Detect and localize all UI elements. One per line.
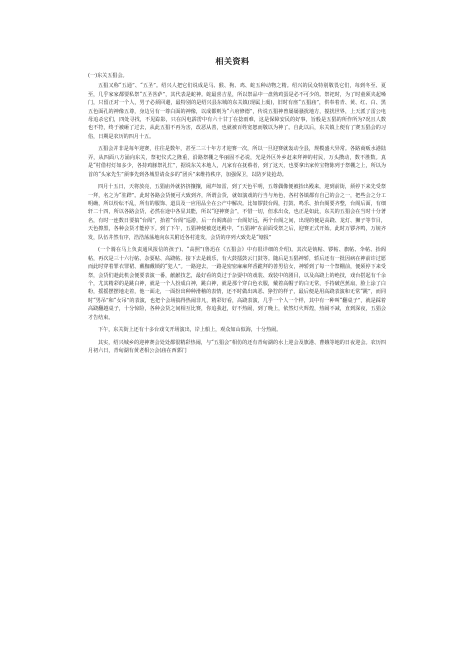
paragraph-1: 五猖又称“五通”、“五圣”。绍兴人把它们说成是马、猴、狗、鸡、蛇五种动物之精。绍兴的民众特别敬畏它们，每到冬至、夏至，几乎家家都要私祭“五圣菩萨”，其代表是蛇神。蛇最喜吉星，所以祭品中一盘熟鸡蛋是必不可少的。祭祀时，为了时童须夹起嗓门，只留正对一个人，男子必须回避，最特别的是绍兴县东城的东关镇(现属上虞)，旧时有座“五猖庙”，供奉着青、黄、红、白、黑五色面孔的神像五尊，身边另有一尊白面的神像，以成都则为“六府修德”，传说五猖神曾屡屡骚扰地方，搅扰世界，上天派了雷公电母追杀它们，四处寻找，不见踪影，只在闪电霹雳中有六十甘丁在捻雨难，这是保障安民的好事，旨般是五猖的所作所为?况且人数也不符，终于被砸了过去，从此五猖不再为害，改恶从善，也就被百姓宽恕而敬以为神了。自此以后，东关镇上便有了赛五猖会的习俗，日期是农历的四月十五。 xyxy=(88,83,386,140)
paragraph-2: 五猖会并非是每年迎赛，往往是数年，甚至二三十年方才迎赛一次，所以一旦迎赛就轰动全县，规模盛大异常。各路商贩水港陆弄，从四面八方涌向东关，祭祀仪式之隆重，沿路祭棚之华丽固不必说，光是外区外乡赶来拜神的村民，万头攒动，数不胜数。真是“村借村灯如多少，各持鸡豚祭礼忙”，据说东关本地人，凡家有在抚蔡者，到了这天，也要拿出家传宝物陈列于祭棚之上，所以为首的“头家先生”须事先到各城里请众多的“团兵”来维持秩序，加强保卫，以防歹徒抢劫。 xyxy=(88,146,386,178)
section-heading: (一)东关五猖会。 xyxy=(88,73,128,79)
paragraph-6: 其实，绍兴城乡的迎神赛会处处都很精彩热闹，与“五猖会”相仿的还有青甸湖的水上迎会及旗港、曹娥等地的日夜迎会。农历四月初六日，青甸湖有黄老相公会(庙在西郭门 xyxy=(88,339,386,355)
document-title: 相关资料 xyxy=(215,56,250,66)
document-body xyxy=(88,72,386,360)
paragraph-4: (一个骑在马上负责通风报信的孩子)、“高照”(鲁迅在《五猖会》中有很详细的介绍)。其次是铳帖、锣帖、旗帖、伞帖、抬阁帖，再次是三十六行帖、杂耍帖、高跷帖。接下去是载乐，有大鼓擂鼓云门鼓等。随后是五猖神轿，轿后还有一批因病在神前许过愿而此时穿着罪衣罪裙、戴枷戴锁的“犯人”。一路迎去，一路是密密麻麻拜香跪拜的善男信女，神轿到了每一个祭棚前，便须停下来受祭，会货们趁此机会便要表演一番，献献技艺，最好看的莫过于杂耍中的戏装、戏装中的剧目，以及高跷上的绝技，戏台搭起有千余个，尤其精彩的是跳白神，就是一个人扮成白神，跳白神，就是那个穿白色衣服，戴着高帽子的白无常，手持破芭蕉扇，脸上涂了白粉，摇摇摆摆地走着，他一面走，一面扮出种种滑稽的表情，还不时做出凶恶、狰狞的样子，最后便是用高跷表演和无常“跳”，而同时“男吊”和“女吊”的表演，也把个会场搞得热闹非凡，精彩好看，高跷表演，几乎一个人一个样，其中有一种叫“翻桌子”，就是踩着高跷翻越桌子，十分惊险，各种会货之间相互比赛，你追我赶，好不热闹，到了晚上，依然灯火辉煌，热闹不减，直到深夜，五猖会才告结束。 xyxy=(88,247,386,321)
paragraph-3: 四月十五日，天将放亮，五猖庙外就挤挤攘攘，闹声如雷，到了天色平明，五尊偶像便被抬出殿来，迎到前街，须停下来先受祭一拜，名之为“驻跸”。此时各路会货便可大致到齐，所谓会货，就如演戏的行当与角色，各村各镇都有自己的会之一，把些会之分工明确，所以纷纭不乱，所有的服饰、道具及一应用品全在公产中解决。比如锣鼓台阁，打鼓、鸣乐、抬台阁要齐整，台阁后面，有细轩二十四，所以各路会货，必然在途中各显其能，所以“迎神赛会”，不惜一切，但求出众，也正是如此，东关的五猖会在当时十分著名，有时一连数日要搞“台阁”，抬着“台阁”巡游，后一台阁离前一台阁好远，两个台阁之间，出现的便是高跷、龙灯、狮子等节目，天色擦黑，各种会货才能停下。到了下午，五猖神便被送还殿中，“五猖神”在前面受祭之后，迎赛正式开始。此时万锣齐鸣，万铳齐发，队伍井然有序，浩浩荡荡地向东关附近各村进发，会货的序列大致先是“塘报” xyxy=(88,184,386,241)
paragraph-5: 下午，东关街上还有十多台戏文开场演出，岸上船上，观众如山似海，十分热闹。 xyxy=(98,327,282,334)
